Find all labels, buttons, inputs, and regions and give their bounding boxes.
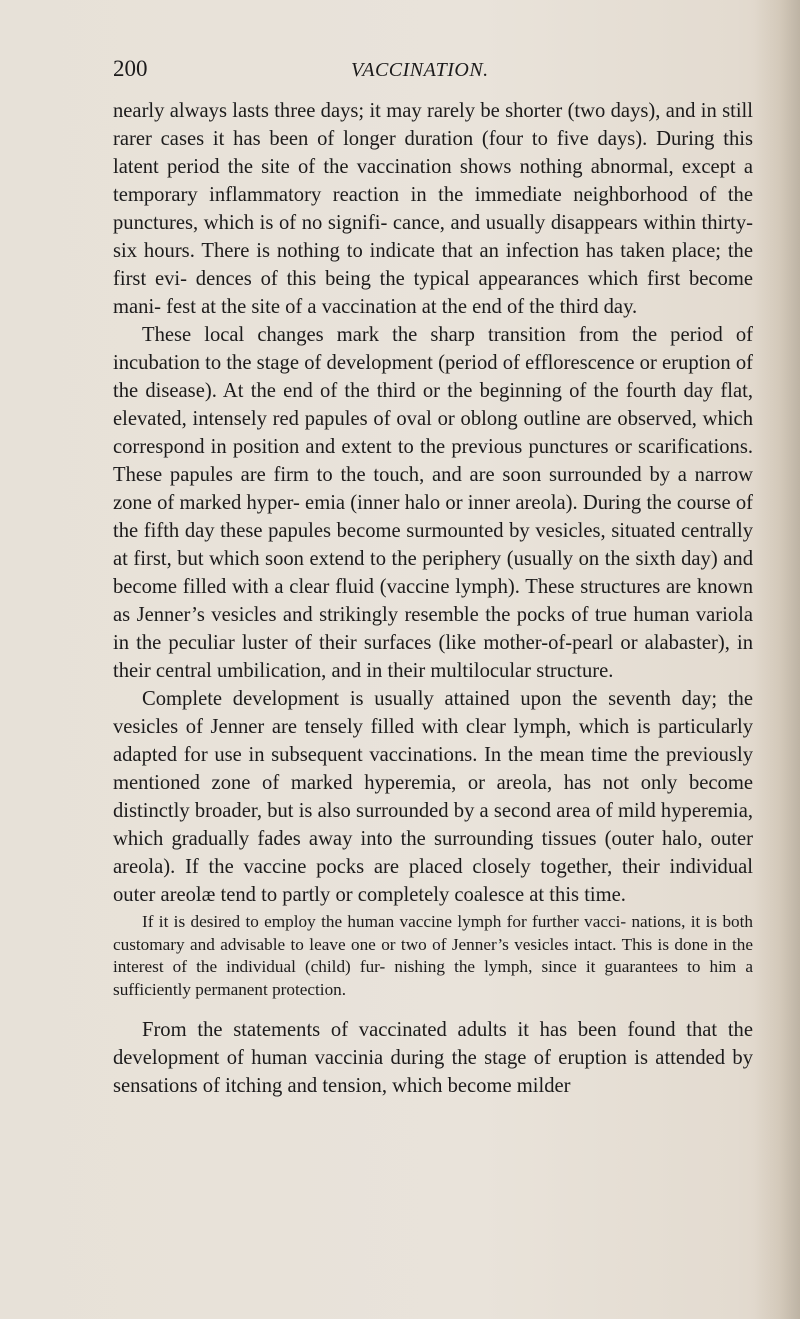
paragraph-continuation: nearly always lasts three days; it may rarely be shorter (two days), and in still rarer cases it has been of longer duration (four to five days). During this latent period the site of the vaccination shows nothing abnormal, except a temporary inflammatory reaction in the immediate neighborhood of the punctures, which is of no signifi- cance, and usually disappears within thirty-six hours. There is nothing to indicate that an infection has taken place; the first evi- dences of this being the typical appearances which first become mani- fest at the site of a vaccination at the end of the third day. [113, 100, 753, 318]
body-text [113, 97, 753, 1100]
page-edge-shadow [754, 0, 800, 1319]
running-title: VACCINATION. [351, 59, 489, 81]
page-header [113, 56, 753, 86]
paragraph-small-print-note: If it is desired to employ the human vaccine lymph for further vacci- nations, it is both customary and advisable to leave one or two of Jenner’s vesicles intact. This is done in the interest of the individual (child) fur- nishing the lymph, since it guarantees to him a sufficiently permanent protection. [113, 912, 753, 999]
page-number: 200 [113, 56, 148, 81]
paragraph-complete-development: Complete development is usually attained upon the seventh day; the vesicles of Jenner are tensely filled with clear lymph, which is particularly adapted for use in subsequent vaccinations. In the mean time the previously mentioned zone of marked hyperemia, or areola, has not only become distinctly broader, but is also surrounded by a second area of mild hyperemia, which gradually fades away into the surrounding tissues (outer halo, outer areola). If the vaccine pocks are placed closely together, their individual outer areolæ tend to partly or completely coalesce at this time. [113, 688, 753, 906]
paragraph-local-changes: These local changes mark the sharp transition from the period of incubation to the stage of development (period of efflorescence or eruption of the disease). At the end of the third or the beginning of the fourth day flat, elevated, intensely red papules of oval or oblong outline are observed, which correspond in position and extent to the previous punctures or scarifications. These papules are firm to the touch, and are soon surrounded by a narrow zone of marked hyper- emia (inner halo or inner areola). During the course of the fifth day these papules become surmounted by vesicles, situated centrally at first, but which soon extend to the periphery (usually on the sixth day) and become filled with a clear fluid (vaccine lymph). These structures are known as Jenner’s vesicles and strikingly resemble the pocks of true human variola in the peculiar luster of their surfaces (like mother-of-pearl or alabaster), in their central umbilication, and in their multilocular structure. [113, 324, 753, 682]
paragraph-vaccinated-adults: From the statements of vaccinated adults it has been found that the development of human vaccinia during the stage of eruption is attended by sensations of itching and tension, which become milder [113, 1019, 753, 1097]
